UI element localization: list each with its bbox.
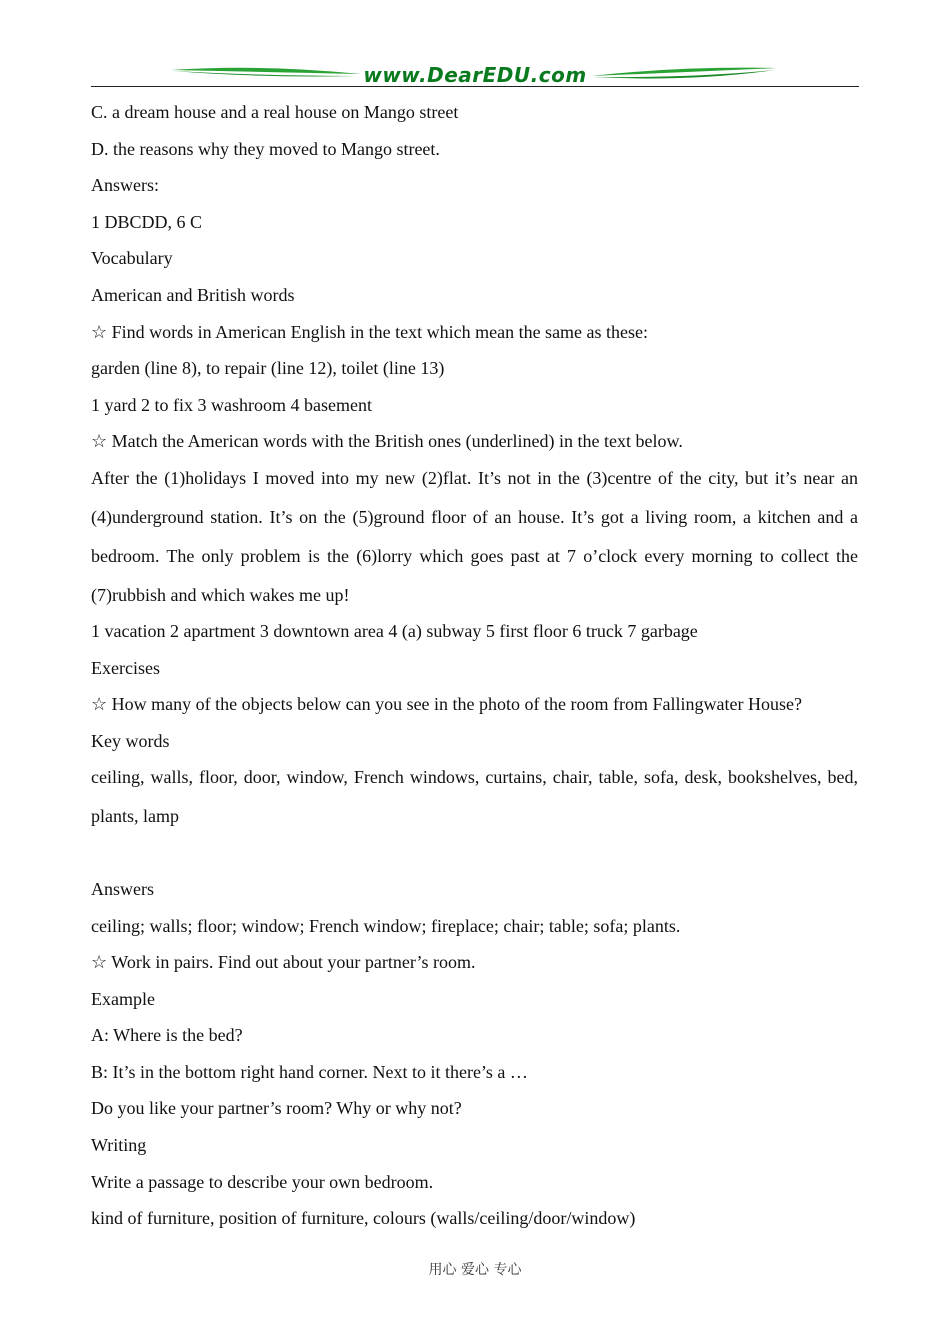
passage-paragraph: After the (1)holidays I moved into my new (2)flat. It’s not in the (3)centre of the city, but it’s near an (4)underground station. It’s on the (5)ground floor of an house. It’s got a living room, a kitchen and a bedroom. The only problem is the (6)lorry which goes past at 7 o’clock every morning to collect the (7)rubbish and which wakes me up!: [91, 467, 858, 605]
text-line: 1 DBCDD, 6 C: [91, 211, 203, 232]
exercise-instruction: ☆ Work in pairs. Find out about your partner’s room.: [91, 952, 476, 973]
text-line: kind of furniture, position of furniture, colours (walls/ceiling/door/window): [91, 1208, 636, 1229]
text-line: D. the reasons why they moved to Mango street.: [91, 138, 440, 159]
document-body: [91, 97, 858, 1240]
answer-line: 1 yard 2 to fix 3 washroom 4 basement: [91, 394, 372, 415]
section-label: Answers: [91, 878, 154, 899]
text-line: Write a passage to describe your own bedroom.: [91, 1171, 434, 1192]
answer-line: ceiling; walls; floor; window; French window; fireplace; chair; table; sofa; plants.: [91, 915, 681, 936]
section-label: Answers:: [91, 175, 159, 196]
section-heading: Writing: [91, 1135, 147, 1156]
blank-line: [91, 837, 858, 874]
key-words-paragraph: ceiling, walls, floor, door, window, French windows, curtains, chair, table, sofa, desk, bookshelves, bed, plants, lamp: [91, 767, 858, 827]
exercise-instruction: ☆ Match the American words with the British ones (underlined) in the text below.: [91, 431, 683, 452]
exercise-instruction: ☆ Find words in American English in the text which mean the same as these:: [91, 321, 649, 342]
page-footer: 用心 爱心 专心: [428, 1262, 522, 1278]
dialogue-line: A: Where is the bed?: [91, 1025, 243, 1046]
section-heading: Exercises: [91, 657, 160, 678]
text-line: C. a dream house and a real house on Mango street: [91, 102, 459, 122]
text-line: garden (line 8), to repair (line 12), toilet (line 13): [91, 358, 445, 379]
dialogue-line: B: It’s in the bottom right hand corner. Next to it there’s a …: [91, 1061, 528, 1082]
section-heading: Vocabulary: [91, 248, 173, 269]
exercise-instruction: ☆ How many of the objects below can you see in the photo of the room from Fallingwater House?: [91, 694, 802, 715]
sub-heading: American and British words: [91, 284, 295, 305]
answer-line: 1 vacation 2 apartment 3 downtown area 4 (a) subway 5 first floor 6 truck 7 garbage: [91, 620, 698, 641]
header-divider: [91, 86, 859, 87]
sub-heading: Key words: [91, 730, 170, 751]
site-logo-text: www.DearEDU.com: [363, 63, 587, 87]
text-line: Do you like your partner’s room? Why or why not?: [91, 1098, 462, 1119]
section-label: Example: [91, 988, 155, 1009]
